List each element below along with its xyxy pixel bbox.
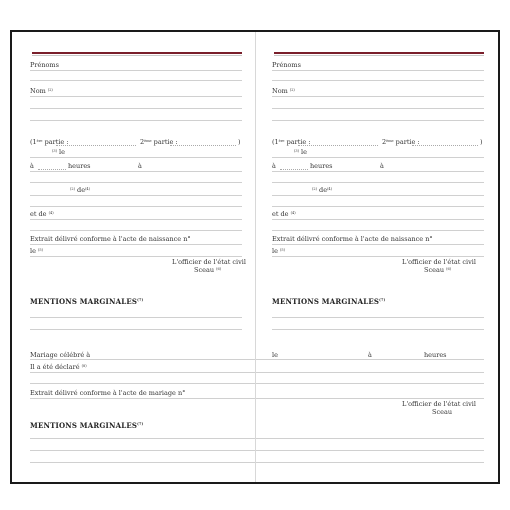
left-mentions2-line <box>30 438 256 439</box>
left-date-le: $^{(3)}$ le <box>52 148 65 156</box>
left-extrait-naissance: Extrait délivré conforme à l'acte de naissance n° <box>30 235 191 243</box>
right-mentions-line <box>272 317 484 318</box>
right-de-label: $^{(2)}$ $de^{(4)}$ <box>312 186 333 194</box>
right-a2-label: à <box>380 162 384 170</box>
right-mentions-line <box>272 329 484 330</box>
left-close-paren: ) <box>238 138 241 146</box>
left-rule <box>30 120 242 121</box>
left-et-de-label: et de $^{(4)}$ <box>30 210 54 218</box>
right-le-sign: le $^{(5)}$ <box>272 247 285 255</box>
right-sceau2: Sceau <box>432 408 453 416</box>
right-partie-2: 2ème partie : <box>382 138 420 146</box>
right-de-line <box>272 195 484 196</box>
right-rule <box>256 383 484 384</box>
left-mentions-line <box>30 317 242 318</box>
right-a-label: à <box>272 162 276 170</box>
left-partie-dots <box>170 145 236 146</box>
left-a-line <box>30 171 242 172</box>
right-partie-1: (1ère partie : <box>272 138 311 146</box>
right-page-top-rule <box>274 52 484 54</box>
right-prenoms-line <box>272 70 484 71</box>
left-page <box>12 32 256 482</box>
right-mentions2-line <box>256 450 484 451</box>
right-nom-label: Nom $^{(2)}$ <box>272 87 295 95</box>
left-rule <box>30 80 242 81</box>
right-nom-line <box>272 96 484 97</box>
right-page <box>256 32 498 482</box>
right-rule <box>272 206 484 207</box>
left-page-top-rule <box>32 52 242 54</box>
right-et-de-label: et de $^{(4)}$ <box>272 210 296 218</box>
right-heures-label: heures <box>310 162 333 170</box>
left-rule <box>30 230 242 231</box>
left-extrait-mariage-line <box>30 398 256 399</box>
right-officier2: L'officier de l'état civil <box>402 400 476 408</box>
right-mariage-a: à <box>368 351 372 359</box>
left-a2-label: à <box>138 162 142 170</box>
right-extrait-line <box>272 244 484 245</box>
right-et-de-line <box>272 219 484 220</box>
left-de-line <box>30 195 242 196</box>
right-date-le: $^{(3)}$ le <box>294 148 307 156</box>
right-mentions2-line <box>256 462 484 463</box>
left-le-sign-line <box>30 256 242 257</box>
right-sceau: Sceau $^{(6)}$ <box>424 266 452 274</box>
left-mariage-label: Mariage célébré à <box>30 351 91 359</box>
right-mentions2-line <box>256 438 484 439</box>
left-partie-2: 2ème partie : <box>140 138 178 146</box>
left-prenoms-label: Prénoms <box>30 61 59 69</box>
left-a-dots <box>38 169 66 170</box>
left-sceau: Sceau $^{(6)}$ <box>194 266 222 274</box>
left-mentions-heading: MENTIONS MARGINALES$^{(7)}$ <box>30 297 144 306</box>
left-officier: L'officier de l'état civil <box>172 258 246 266</box>
right-rule <box>272 230 484 231</box>
right-mariage-heures: heures <box>424 351 447 359</box>
left-rule <box>30 182 242 183</box>
right-partie-dots <box>412 145 478 146</box>
right-rule <box>272 182 484 183</box>
right-date-line <box>272 157 484 158</box>
left-rule <box>30 383 256 384</box>
left-extrait-mariage: Extrait délivré conforme à l'acte de mariage n° <box>30 389 186 397</box>
left-mentions2-line <box>30 450 256 451</box>
right-rule <box>272 120 484 121</box>
left-partie-1: (1ère partie : <box>30 138 69 146</box>
left-mariage-line <box>30 359 256 360</box>
left-extrait-line <box>30 244 242 245</box>
right-rule <box>272 80 484 81</box>
left-mentions2-heading: MENTIONS MARGINALES$^{(7)}$ <box>30 421 144 430</box>
right-mariage-le: le <box>272 351 278 359</box>
left-le-sign: le $^{(5)}$ <box>30 247 43 255</box>
left-de-label: $^{(2)}$ $de^{(4)}$ <box>70 186 91 194</box>
left-rule <box>30 108 242 109</box>
right-mentions-heading: MENTIONS MARGINALES$^{(7)}$ <box>272 297 386 306</box>
left-heures-label: heures <box>68 162 91 170</box>
right-le-sign-line <box>272 256 484 257</box>
left-date-line <box>30 157 242 158</box>
livret-de-famille-spread <box>10 30 500 484</box>
right-extrait-naissance: Extrait délivré conforme à l'acte de naissance n° <box>272 235 433 243</box>
left-partie-dots <box>56 145 136 146</box>
left-nom-label: Nom $^{(2)}$ <box>30 87 53 95</box>
right-declare-line <box>256 372 484 373</box>
right-partie-dots <box>298 145 378 146</box>
right-prenoms-label: Prénoms <box>272 61 301 69</box>
left-mentions2-line <box>30 462 256 463</box>
left-declare-label: Il a été déclaré $^{(8)}$ <box>30 363 87 371</box>
right-mariage-line <box>256 359 484 360</box>
left-rule <box>30 206 242 207</box>
right-a-line <box>272 171 484 172</box>
left-nom-line <box>30 96 242 97</box>
left-et-de-line <box>30 219 242 220</box>
right-rule <box>272 108 484 109</box>
left-prenoms-line <box>30 70 242 71</box>
right-officier: L'officier de l'état civil <box>402 258 476 266</box>
right-a-dots <box>280 169 308 170</box>
left-mentions-line <box>30 329 242 330</box>
left-declare-line <box>30 372 256 373</box>
left-a-label: à <box>30 162 34 170</box>
right-extrait-mariage-line <box>256 398 484 399</box>
right-close-paren: ) <box>480 138 483 146</box>
